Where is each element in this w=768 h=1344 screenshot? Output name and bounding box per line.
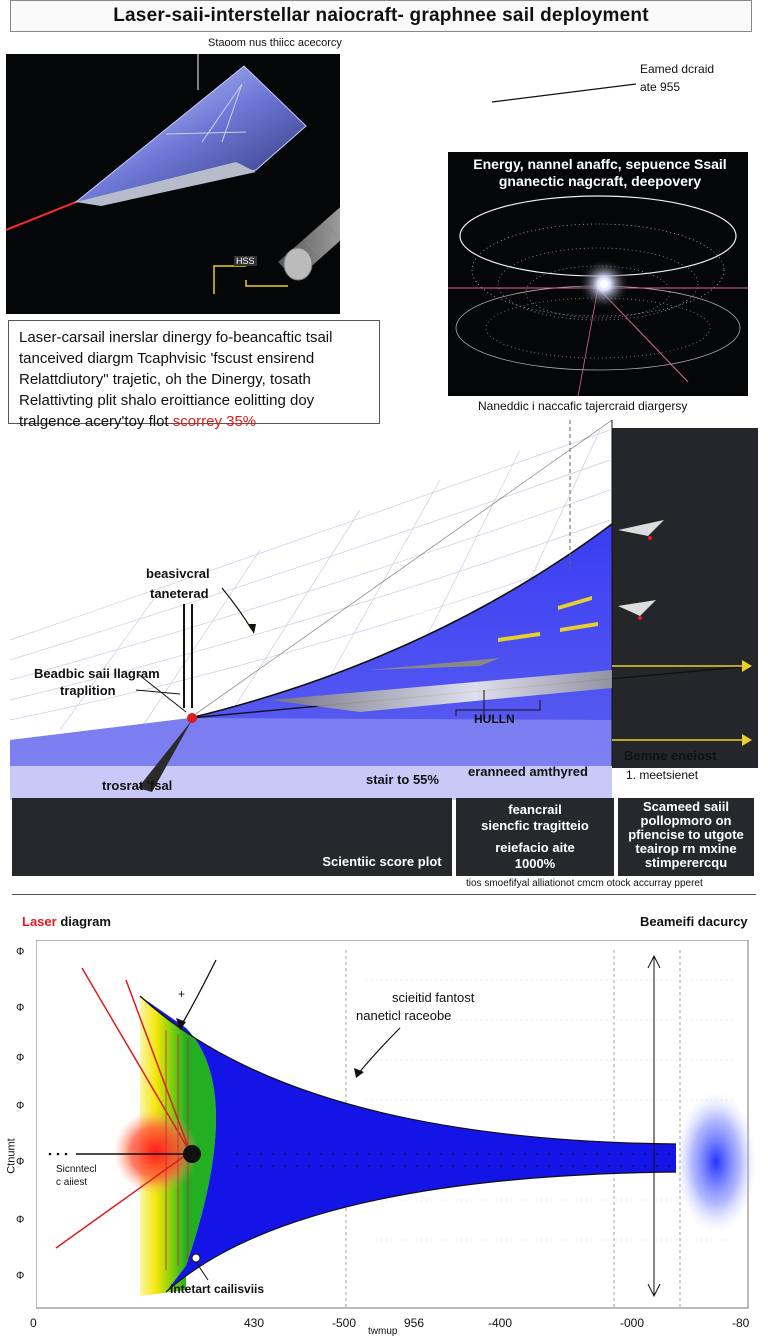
rod-endcap (284, 248, 312, 280)
label-taneterad: taneterad (150, 586, 209, 601)
label-stair: stair to 55% (366, 772, 439, 787)
left-label-1: Sicnntecl (56, 1164, 97, 1175)
y-tick: Ф (16, 1100, 25, 1112)
bottom-heading-left (22, 914, 111, 929)
label-trosrat: trosrat 'fsal (102, 778, 173, 793)
inset-title-line1: Energy, nannel anaffc, sepuence Ssail (473, 156, 727, 172)
label-eamed-dcraid: Eamed dcraid (640, 62, 715, 76)
annotation-1: scieitid fantost (392, 990, 475, 1005)
label-beadbic-1: Beadbic saii llagram (34, 666, 160, 681)
caption-box (8, 320, 380, 430)
bottom-sail-label: Intetart cailisviis (170, 1282, 265, 1296)
beam-glow (676, 1092, 756, 1232)
svg-text:+: + (178, 987, 186, 1001)
x-tick: -000 (620, 1316, 645, 1330)
x-tick: 430 (244, 1316, 265, 1330)
laser-beam (6, 202, 76, 230)
label-bemne: Bemne eneiost (624, 748, 717, 763)
label-beadbic-2: traplition (60, 683, 116, 698)
y-axis-label: Ctnumt (5, 1138, 18, 1174)
bar-right-3: pfiencise to utgote (628, 827, 744, 842)
origin-marker (187, 713, 197, 723)
caption-line-2: tanceived diargm Tcaphvisic 'fscust ensirend (19, 350, 315, 367)
bar-right-4: teairop rn mxine (635, 841, 737, 856)
heading-red-word: Laser (22, 914, 57, 929)
inset-title (452, 156, 748, 190)
x-axis-label: twmup (368, 1326, 398, 1337)
score-bar-left-label: Scientiic score plot (322, 854, 442, 869)
y-tick: Ф (16, 946, 25, 958)
label-top-callout: Staoom nus thiicc acecorcy (208, 37, 342, 49)
caption-line-1: Laser-carsail inerslar dinergy fo-beancaftic tsail (19, 329, 333, 346)
bar-mid-3: reiefacio aite (495, 840, 575, 855)
x-tick: 956 (404, 1316, 425, 1330)
label-meets: 1. meetsienet (626, 768, 699, 782)
page-title: Laser-saii-interstellar naiocraft- graphnee sail deployment (10, 0, 752, 32)
x-tick: -80 (732, 1316, 750, 1330)
bar-right-5: stimperercqu (644, 855, 728, 870)
label-ate-955: ate 955 (640, 80, 681, 94)
label-beasivcral: beasivcral (146, 566, 210, 581)
y-tick: Ф (16, 1214, 25, 1226)
score-bar-mid (456, 798, 614, 876)
label-hulln: HULLN (474, 712, 515, 726)
inset-title-line2: gnanectic nagcraft, deepovery (498, 173, 702, 189)
bars-footer: tios smoefifyal alliationot cmcm otock accurray pperet (466, 878, 703, 889)
trajectory-plot (0, 420, 768, 800)
x-tick: -500 (332, 1316, 357, 1330)
x-tick: -400 (488, 1316, 513, 1330)
annotation-2: naneticl raceobe (356, 1008, 452, 1023)
label-hss: HSS (236, 256, 255, 266)
x-tick: 0 (30, 1316, 37, 1330)
dark-side-panel (612, 428, 758, 768)
bottom-heading-right: Beameifi dacurcy (640, 914, 748, 929)
score-bar-left (12, 798, 452, 876)
spacecraft-render (6, 54, 340, 314)
caption-line-4: Relattivting plit shalo eroittiance eolitting doy (19, 392, 315, 409)
y-tick: Ф (16, 1156, 25, 1168)
y-ticks (16, 946, 34, 1286)
left-label-2: c aiiest (56, 1177, 88, 1188)
bar-mid-1: feancrail (508, 802, 562, 817)
inset-caption: Naneddic i naccafic tajercraid diargersy (478, 399, 688, 413)
focal-point (183, 1145, 201, 1163)
graphene-rod (278, 54, 340, 280)
y-tick: Ф (16, 1270, 25, 1282)
caption-highlight: scorrey 35% (172, 413, 257, 430)
score-bar-right (618, 798, 754, 876)
bar-right-2: pollopmoro on (640, 813, 732, 828)
caption-line-5a: tralgence acery'toy flot (19, 413, 173, 430)
caption-line-3: Relattdiutory" trajetic, oh the Dinergy, tosath (19, 371, 311, 388)
spacecraft-render-panel (6, 54, 340, 314)
section-divider (12, 894, 756, 895)
bar-right-1: Scameed saiil (643, 799, 729, 814)
y-tick: Ф (16, 1052, 25, 1064)
y-tick: Ф (16, 1002, 25, 1014)
callout-line-right (486, 70, 646, 110)
label-eranneed: eranneed amthyred (468, 764, 588, 779)
heading-rest: diagram (56, 914, 111, 929)
bar-mid-2: siencfic tragitteio (481, 818, 589, 833)
bar-mid-4: 1000% (514, 856, 556, 871)
